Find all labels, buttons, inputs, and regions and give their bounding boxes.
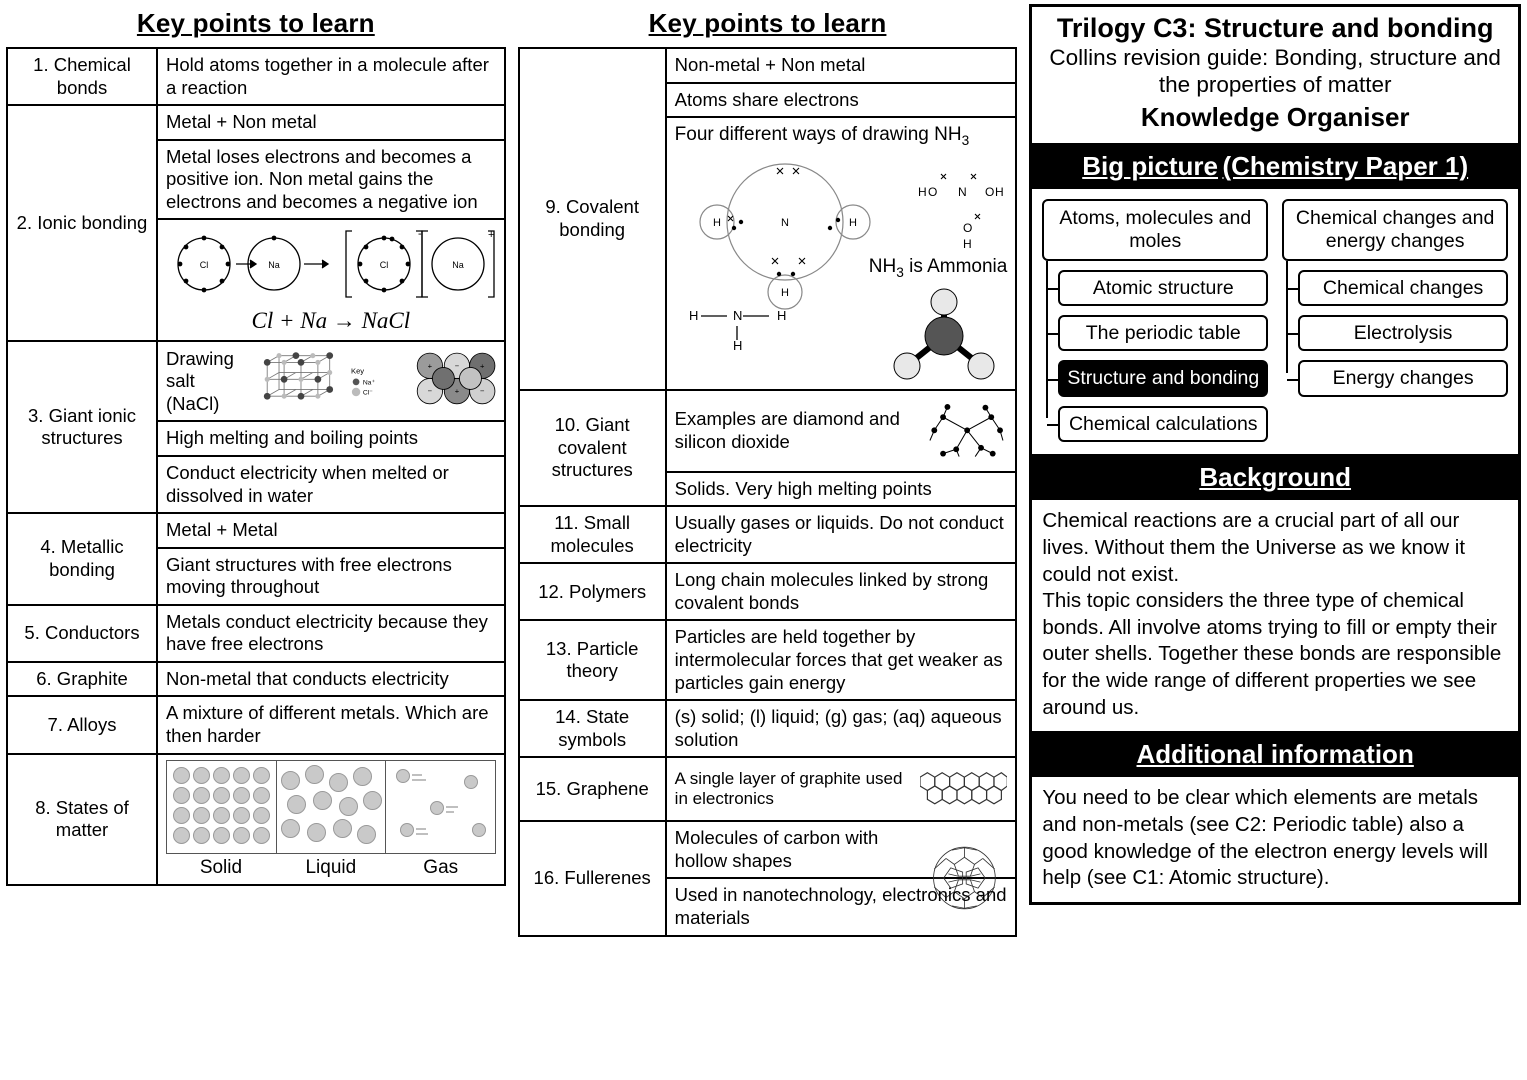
- term-label: 14. State symbols: [519, 700, 666, 757]
- diamond-lattice-icon: [927, 396, 1007, 466]
- svg-text:N: N: [957, 184, 967, 199]
- branch-item-atomic-structure[interactable]: Atomic structure: [1058, 270, 1268, 306]
- svg-text:Cl⁻: Cl⁻: [362, 389, 373, 397]
- svg-text:+: +: [488, 229, 495, 242]
- term-label: 10. Giant covalent structures: [519, 390, 666, 507]
- svg-text:Na: Na: [268, 260, 280, 271]
- table-row: [519, 506, 1017, 563]
- svg-text:H: H: [732, 337, 743, 353]
- term-label: 12. Polymers: [519, 563, 666, 620]
- table-row: [519, 821, 1017, 878]
- term-label: 6. Graphite: [7, 662, 157, 697]
- term-label: 9. Covalent bonding: [519, 48, 666, 390]
- svg-text:H: H: [776, 307, 787, 323]
- background-text-panel: [1029, 500, 1521, 734]
- definition-text: Metal + Non metal: [157, 105, 505, 140]
- fullerene-cell-1: [666, 821, 1017, 878]
- space-filling-nacl-icon: [413, 347, 496, 415]
- graphene-cell: [666, 757, 1017, 821]
- big-picture-diagram: [1029, 189, 1521, 457]
- branch-parent-chemical-and-energy-changes: Chemical changes and energy changes: [1282, 199, 1508, 260]
- graphene-hexagons-icon: [920, 763, 1007, 815]
- state-label-solid: Solid: [199, 856, 243, 878]
- branch-item-the-periodic-table[interactable]: The periodic table: [1058, 315, 1268, 351]
- svg-text:Na⁺: Na⁺: [362, 379, 376, 387]
- definition-text: Molecules of carbon with hollow shapes: [674, 827, 879, 871]
- solid-pane: [167, 761, 277, 853]
- svg-text:Cl: Cl: [199, 260, 209, 271]
- term-label: 15. Graphene: [519, 757, 666, 821]
- page-title: Trilogy C3: Structure and bonding: [1056, 13, 1494, 43]
- definition-text: Particles are held together by intermolecular forces that get weaker as particles gain energy: [666, 620, 1017, 700]
- states-labels: [166, 854, 496, 879]
- svg-text:Na: Na: [452, 260, 464, 271]
- background-band: [1029, 457, 1521, 500]
- branch-item-electrolysis[interactable]: Electrolysis: [1298, 315, 1508, 351]
- state-label-liquid: Liquid: [305, 856, 357, 878]
- branch-item-chemical-calculations[interactable]: Chemical calculations: [1058, 406, 1268, 442]
- definition-text: Non-metal that conducts electricity: [157, 662, 505, 697]
- definition-text: Long chain molecules linked by strong covalent bonds: [666, 563, 1017, 620]
- big-picture-left-branch: [1042, 199, 1268, 442]
- branch-children-right: [1282, 261, 1508, 397]
- liquid-pane: [277, 761, 387, 853]
- column-1-heading: Key points to learn: [136, 8, 375, 38]
- covalent-figure-cell: [666, 117, 1017, 390]
- sidebar-panel: [1029, 4, 1521, 905]
- column-2-heading: Key points to learn: [648, 8, 887, 38]
- svg-text:+: +: [454, 387, 460, 397]
- ionic-transfer-diagram-icon: [166, 225, 496, 303]
- states-of-matter-cell: [157, 754, 505, 885]
- definition-text: A mixture of different metals. Which are then harder: [157, 696, 505, 753]
- definition-text: Non-metal + Non metal: [666, 48, 1017, 83]
- title-panel: [1029, 4, 1521, 146]
- table-row: [519, 48, 1017, 83]
- svg-text:O: O: [927, 184, 938, 199]
- svg-text:+: +: [479, 361, 485, 371]
- big-picture-right-branch: [1282, 199, 1508, 442]
- column-key-points-1: [6, 4, 506, 886]
- definition-text: High melting and boiling points: [157, 421, 505, 456]
- svg-text:H: H: [917, 184, 927, 199]
- table-row: [519, 620, 1017, 700]
- term-label: 16. Fullerenes: [519, 821, 666, 935]
- definition-text: (s) solid; (l) liquid; (g) gas; (aq) aqueous solution: [666, 700, 1017, 757]
- term-label: 4. Metallic bonding: [7, 513, 157, 605]
- term-label: 1. Chemical bonds: [7, 48, 157, 105]
- definition-text: Used in nanotechnology, electronics and materials: [666, 878, 1017, 935]
- term-label: 3. Giant ionic structures: [7, 341, 157, 513]
- svg-text:+: +: [427, 361, 433, 371]
- additional-information-band: [1029, 734, 1521, 777]
- svg-text:H: H: [712, 216, 721, 229]
- table-row: [519, 757, 1017, 821]
- term-label: 5. Conductors: [7, 605, 157, 662]
- nh3-name-note: $NH_3$ is Ammonia: [868, 256, 1008, 280]
- branch-item-energy-changes[interactable]: Energy changes: [1298, 360, 1508, 396]
- background-paragraph-1: Chemical reactions are a crucial part of all our lives. Without them the Universe as we know it could not exist.: [1042, 509, 1466, 586]
- svg-text:H: H: [848, 216, 857, 229]
- big-picture-heading: Big picture: [1082, 151, 1219, 182]
- table-row: [7, 48, 505, 105]
- branch-parent-atoms-molecules-moles: Atoms, molecules and moles: [1042, 199, 1268, 260]
- svg-text:Cl: Cl: [379, 260, 389, 271]
- svg-text:O: O: [984, 184, 995, 199]
- lattice-key-icon: [351, 361, 407, 401]
- states-of-matter-icon: [166, 760, 496, 854]
- additional-information-panel: [1029, 777, 1521, 905]
- nacl-lattice-icon: [252, 347, 345, 415]
- giant-covalent-cell: [666, 390, 1017, 472]
- background-heading: Background: [1199, 462, 1352, 493]
- definition-text: Conduct electricity when melted or dissolved in water: [157, 456, 505, 513]
- term-label: 7. Alloys: [7, 696, 157, 753]
- definition-text: A single layer of graphite used in electronics: [674, 768, 903, 809]
- svg-text:H: H: [994, 184, 1004, 199]
- definition-text: Solids. Very high melting points: [666, 472, 1017, 507]
- column-key-points-2: [518, 4, 1018, 937]
- ionic-equation-caption: Cl + Na → NaCl: [251, 308, 411, 334]
- table-row: [7, 513, 505, 548]
- table-row: [7, 105, 505, 140]
- gas-pane: [386, 761, 495, 853]
- salt-drawing-label: Drawing salt (NaCl): [166, 348, 234, 414]
- svg-text:N: N: [732, 307, 743, 323]
- key-points-table-2: [518, 47, 1018, 937]
- svg-text:O: O: [962, 220, 973, 235]
- svg-text:Key: Key: [351, 366, 365, 376]
- svg-text:−: −: [427, 387, 433, 397]
- definition-text: Usually gases or liquids. Do not conduct electricity: [666, 506, 1017, 563]
- definition-text: Atoms share electrons: [666, 83, 1017, 118]
- additional-information-heading: Additional information: [1136, 739, 1414, 770]
- additional-information-paragraph: You need to be clear which elements are metals and non-metals (see C2: Periodic table) also a good knowledge of the electron energy levels will help (see C1: Atomic structure).: [1042, 786, 1488, 890]
- salt-structure-cell: [157, 341, 505, 421]
- table-row: [7, 341, 505, 421]
- svg-text:H: H: [780, 286, 789, 299]
- svg-text:-: -: [418, 228, 422, 241]
- key-points-table-1: [6, 47, 506, 886]
- svg-text:−: −: [479, 387, 485, 397]
- svg-text:N: N: [780, 216, 789, 229]
- branch-children-left: [1042, 261, 1268, 443]
- definition-text: Giant structures with free electrons moving throughout: [157, 548, 505, 605]
- ionic-bonding-figure-cell: [157, 219, 505, 341]
- state-label-gas: Gas: [423, 856, 459, 878]
- term-label: 13. Particle theory: [519, 620, 666, 700]
- table-row: [519, 563, 1017, 620]
- definition-text: Metal + Metal: [157, 513, 505, 548]
- svg-text:H: H: [962, 236, 972, 251]
- table-row: [7, 696, 505, 753]
- branch-item-chemical-changes[interactable]: Chemical changes: [1298, 270, 1508, 306]
- nh3-figure-caption: Four different ways of drawing $NH_3$: [674, 124, 970, 148]
- background-paragraph-2: This topic considers the three type of chemical bonds. All involve atoms trying to fill or empty their outer shells. Together these bonds are responsible for the wide range of different properties we see around us.: [1042, 589, 1502, 719]
- svg-text:H: H: [688, 307, 699, 323]
- big-picture-subheading: (Chemistry Paper 1): [1222, 151, 1469, 182]
- table-row: [7, 662, 505, 697]
- definition-text: Examples are diamond and silicon dioxide: [674, 408, 900, 452]
- table-row: [519, 390, 1017, 472]
- term-label: 8. States of matter: [7, 754, 157, 885]
- term-label: 2. Ionic bonding: [7, 105, 157, 341]
- table-row: [7, 605, 505, 662]
- knowledge-organiser-label: Knowledge Organiser: [1140, 102, 1410, 133]
- big-picture-band: [1029, 146, 1521, 189]
- definition-text: Metal loses electrons and becomes a positive ion. Non metal gains the electrons and becomes a negative ion: [157, 140, 505, 220]
- term-label: 11. Small molecules: [519, 506, 666, 563]
- definition-text: Hold atoms together in a molecule after a reaction: [157, 48, 505, 105]
- page-subtitle: Collins revision guide: Bonding, structure and the properties of matter: [1049, 45, 1501, 97]
- definition-text: Metals conduct electricity because they have free electrons: [157, 605, 505, 662]
- table-row: [519, 700, 1017, 757]
- gas-motion-lines-icon: [386, 761, 495, 853]
- branch-item-structure-and-bonding[interactable]: Structure and bonding: [1058, 360, 1268, 396]
- table-row: [7, 754, 505, 885]
- svg-text:−: −: [454, 361, 460, 371]
